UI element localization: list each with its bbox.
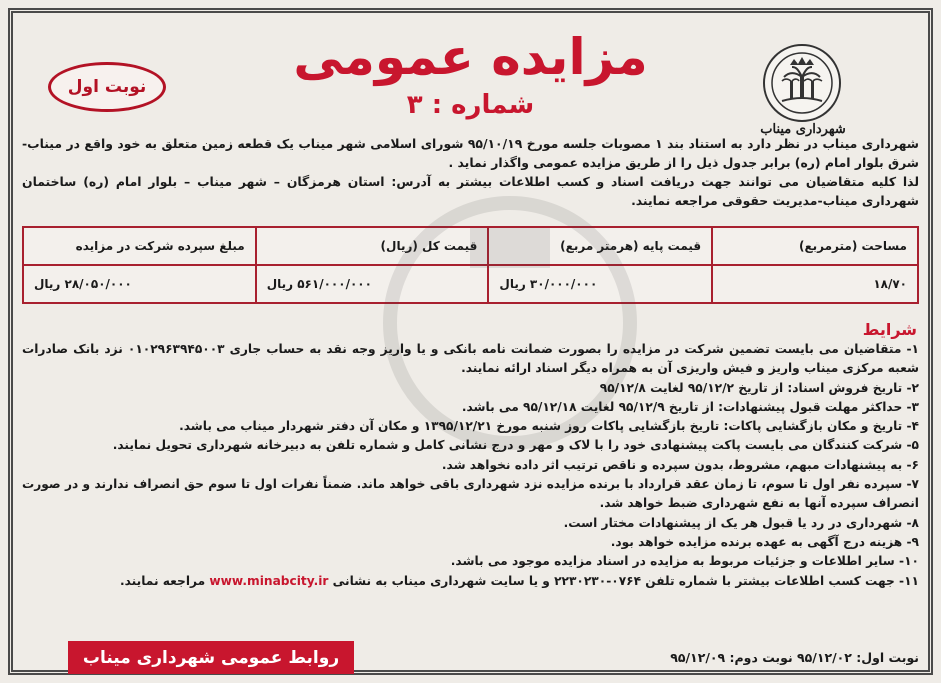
list-item [22, 572, 919, 591]
round-badge: نوبت اول [48, 62, 166, 112]
intro-paragraph: شهرداری میناب در نظر دارد به استناد بند ۱ مصوبات جلسه مورخ ۹۵/۱۰/۱۹ شورای اسلامی شهر میناب یک قطعه زمین متعلق به خود واقع در میناب- شرق بلوار امام (ره) برابر جدول ذیل را از طریق مزایده عمومی واگذار نماید . [22, 136, 919, 170]
intro-paragraph: لذا کلیه متقاضیان می توانند جهت دریافت اسناد و کسب اطلاعات بیشتر به آدرس: استان هرمزگان – شهر میناب – بلوار امام (ره) ساختمان شهرداری میناب-مدیریت حقوقی مراجعه نمایند. [22, 174, 919, 208]
list-item: ۵- شرکت کنندگان می بایست پاکت پیشنهادی خود را با لاک و مهر و درج نشانی کامل و شماره تلفن به دبیرخانه شهرداری تحویل نمایند. [112, 438, 919, 453]
logo-caption: شهرداری میناب [760, 122, 846, 137]
intro-text [22, 134, 919, 210]
conditions-heading: شرایط [862, 320, 917, 339]
table-cell-base-price: ۳۰/۰۰۰/۰۰۰ ریال [488, 265, 712, 303]
list-item: ۱- متقاضیان می بایست تضمین شرکت در مزایده را بصورت ضمانت نامه بانکی و یا واریز وجه نقد به حساب جاری ۰۱۰۲۹۶۳۹۴۵۰۰۳ نزد بانک صادرات شعبه مرکزی میناب واریز و فیش واریزی آن به همراه دیگر اسناد ارائه نمایند. [22, 342, 919, 376]
public-relations-banner: روابط عمومی شهرداری میناب [68, 641, 354, 674]
contact-suffix: مراجعه نمایند. [120, 573, 206, 588]
list-item: ۹- هزینه درج آگهی به عهده برنده مزایده خواهد بود. [610, 534, 919, 549]
table-cell-area: ۱۸/۷۰ [712, 265, 918, 303]
publication-dates: نوبت اول: ۹۵/۱۲/۰۲ نوبت دوم: ۹۵/۱۲/۰۹ [670, 650, 919, 665]
contact-text: ۱۱- جهت کسب اطلاعات بیشتر با شماره تلفن ۰۷۶۴-۲۲۳۰۲۳۰ و یا سایت شهرداری میناب به نشانی [332, 573, 919, 588]
list-item: ۷- سپرده نفر اول تا سوم، تا زمان عقد قرارداد با برنده مزایده نزد شهرداری باقی خواهد ماند. ضمناً نفرات اول تا سوم حق انصراف ندارند و در صورت انصراف سپرده آنها به نفع شهرداری ضبط خواهد شد. [22, 477, 919, 511]
table-header-cell: قیمت پایه (هرمتر مربع) [488, 227, 712, 265]
table-cell-total-price: ۵۶۱/۰۰۰/۰۰۰ ریال [256, 265, 489, 303]
table-row [23, 265, 918, 303]
list-item: ۸- شهرداری در رد یا قبول هر یک از پیشنهادات مختار است. [563, 515, 919, 530]
list-item: ۱۰- سایر اطلاعات و جزئیات مربوط به مزایده در اسناد مزایده موجود می باشد. [450, 554, 919, 569]
list-item: ۴- تاریخ و مکان بازگشایی پاکات: تاریخ بازگشایی پاکات روز شنبه مورخ ۱۳۹۵/۱۲/۲۱ و مکان آن دفتر شهردار میناب می باشد. [179, 419, 919, 434]
table-header-cell: قیمت کل (ریال) [256, 227, 489, 265]
list-item: ۶- به پیشنهادات مبهم، مشروط، بدون سپرده و ناقص ترتیب اثر داده نخواهد شد. [441, 457, 919, 472]
table-cell-deposit: ۲۸/۰۵۰/۰۰۰ ریال [23, 265, 256, 303]
table-header-cell: مبلغ سپرده شرکت در مزایده [23, 227, 256, 265]
table-header-row [23, 227, 918, 265]
auction-number: شماره : ۳ [406, 90, 535, 120]
auction-table [22, 226, 919, 304]
page-title: مزایده عمومی [293, 28, 648, 86]
conditions-list [22, 340, 919, 591]
website-link[interactable]: www.minabcity.ir [209, 573, 329, 588]
list-item: ۲- تاریخ فروش اسناد: از تاریخ ۹۵/۱۲/۲ لغایت ۹۵/۱۲/۸ [599, 380, 919, 395]
list-item: ۳- حداکثر مهلت قبول پیشنهادات: از تاریخ ۹۵/۱۲/۹ لغایت ۹۵/۱۲/۱۸ می باشد. [461, 399, 919, 414]
table-header-cell: مساحت (مترمربع) [712, 227, 918, 265]
